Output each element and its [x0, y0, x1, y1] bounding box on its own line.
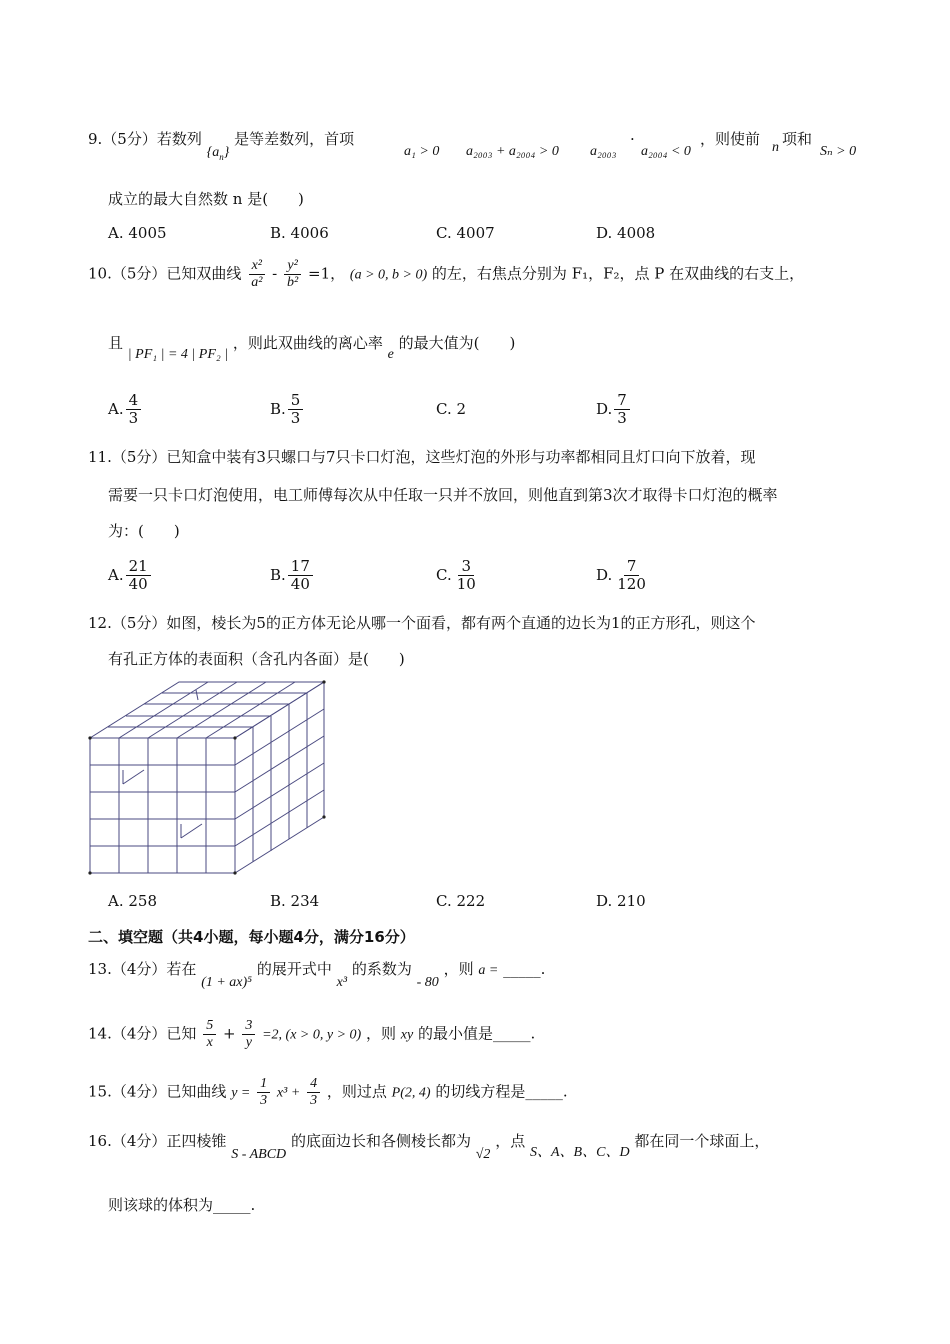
q10-frac-y: $\frac{\text{y²}}{\text{b²}}$	[284, 258, 301, 291]
q9-l1c: ，则使前	[700, 130, 761, 148]
q15-x3: x³ +	[276, 1085, 301, 1101]
q16-sqrt2: √2	[475, 1147, 491, 1162]
q15-frac-4-3: $\frac{4}{3}$	[307, 1076, 320, 1109]
q12-option-d: D. 210	[596, 892, 646, 910]
q11-option-a: A. $\frac{21}{40}$	[108, 558, 153, 594]
q15-y: y =	[231, 1085, 251, 1101]
q11-line1: 11.（5分）已知盒中装有3只螺口与7只卡口灯泡，这些灯泡的外形与功率都相同且灯口向下放着，现	[88, 448, 756, 466]
q14-frac-5x: $\frac{5}{x}$	[203, 1018, 216, 1051]
q9-option-c: C. 4007	[436, 224, 495, 242]
q9-dot: ·	[630, 130, 635, 148]
q12-option-a: A. 258	[108, 892, 157, 910]
q11-option-b: B. $\frac{17}{40}$	[270, 558, 315, 594]
q9-n: n	[772, 140, 779, 155]
q10-option-b: B. $\frac{5}{3}$	[270, 392, 305, 428]
q16-pyramid: S - ABCD	[231, 1147, 287, 1162]
q13-val: - 80	[416, 975, 439, 990]
q10-line1: 10.（5分）已知双曲线 $\frac{\text{x²}}{\text{a²}}$ - $\frac{\text{y²}}{\text{b²}}$ =1， (a > 0, b > 0) 的左，右焦点分别为 F₁，F₂，点 P 在双曲线的右支上，	[88, 258, 805, 291]
q14-xy: xy	[400, 1027, 414, 1043]
q10-option-d: D. $\frac{7}{3}$	[596, 392, 632, 428]
q13-blank: _____.	[503, 960, 546, 978]
q9-m5: Sₙ > 0	[820, 144, 857, 159]
q9-m1: a₁ > 0	[404, 144, 440, 159]
q10-cond: (a > 0, b > 0)	[349, 267, 428, 283]
q16-points: S、A、B、C、D	[530, 1145, 630, 1160]
q14-line: 14.（4分）已知 $\frac{5}{x}$ + $\frac{3}{y}$ =2, (x > 0, y > 0) ，则 xy 的最小值是_____.	[88, 1018, 536, 1051]
q9-line2: 成立的最大自然数 n 是( )	[108, 190, 304, 208]
section-2-heading: 二、填空题（共4小题，每小题4分，满分16分）	[88, 928, 415, 946]
q9-m2: a₂₀₀₃ + a₂₀₀₄ > 0	[466, 144, 559, 159]
cube-with-holes-figure	[86, 680, 336, 880]
q12-option-c: C. 222	[436, 892, 486, 910]
q10-e: e	[387, 347, 394, 362]
q9-seq: $\{a_n\}$	[206, 145, 230, 162]
q12-line2: 有孔正方体的表面积（含孔内各面）是( )	[108, 650, 405, 668]
q16-line1: 16.（4分）正四棱锥 S - ABCD 的底面边长和各侧棱长都为 √2 ，点 S、A、B、C、D 都在同一个球面上，	[88, 1132, 770, 1162]
q10-option-c: C. 2	[436, 400, 467, 418]
q15-frac-1-3: $\frac{1}{3}$	[257, 1076, 270, 1109]
q9-m3: a₂₀₀₃	[590, 144, 617, 159]
q16-line2: 则该球的体积为_____.	[108, 1196, 256, 1214]
q10-cond2: | PF₁ | = 4 | PF₂ |	[127, 347, 229, 362]
q11-option-d: D. $\frac{7}{120}$	[596, 557, 646, 594]
q14-cond: =2, (x > 0, y > 0)	[262, 1027, 362, 1043]
q14-frac-3y: $\frac{3}{y}$	[242, 1018, 255, 1051]
q9-l1d: 项和	[782, 130, 813, 148]
q10-frac-x: $\frac{\text{x²}}{\text{a²}}$	[248, 258, 265, 291]
q11-option-c: C. $\frac{3}{10}$	[436, 557, 476, 594]
q12-option-b: B. 234	[270, 892, 320, 910]
q13-x3: x³	[336, 975, 348, 990]
q13-ans: a =	[478, 963, 499, 978]
q9-m4: a₂₀₀₄ < 0	[641, 144, 691, 159]
q15-point: P(2, 4)	[391, 1085, 431, 1101]
q10-option-a: A. $\frac{4}{3}$	[108, 392, 143, 428]
q12-line1: 12.（5分）如图，棱长为5的正方体无论从哪一个面看，都有两个直通的边长为1的正方形孔，则这个	[88, 614, 756, 632]
q9-option-b: B. 4006	[270, 224, 329, 242]
q10-line2: 且 | PF₁ | = 4 | PF₂ | ，则此双曲线的离心率 e 的最大值为( )	[108, 334, 516, 362]
q15-line: 15.（4分）已知曲线 y = $\frac{1}{3}$ x³ + $\frac{4}{3}$ ，则过点 P(2, 4) 的切线方程是_____.	[88, 1076, 568, 1109]
q9-option-d: D. 4008	[596, 224, 656, 242]
q11-line2: 需要一只卡口灯泡使用，电工师傅每次从中任取一只并不放回，则他直到第3次才取得卡口灯泡的概率	[108, 486, 778, 504]
q9-option-a: A. 4005	[108, 224, 167, 242]
q13-line: 13.（4分）若在 (1 + ax)⁵ 的展开式中 x³ 的系数为 - 80 ，则 a = _____.	[88, 960, 546, 990]
q13-expr: (1 + ax)⁵	[201, 975, 253, 990]
q9-line1: 9.（5分）若数列 $\{a_n\}$ 是等差数列，首项	[88, 130, 355, 162]
q11-line3: 为：( )	[108, 522, 180, 540]
